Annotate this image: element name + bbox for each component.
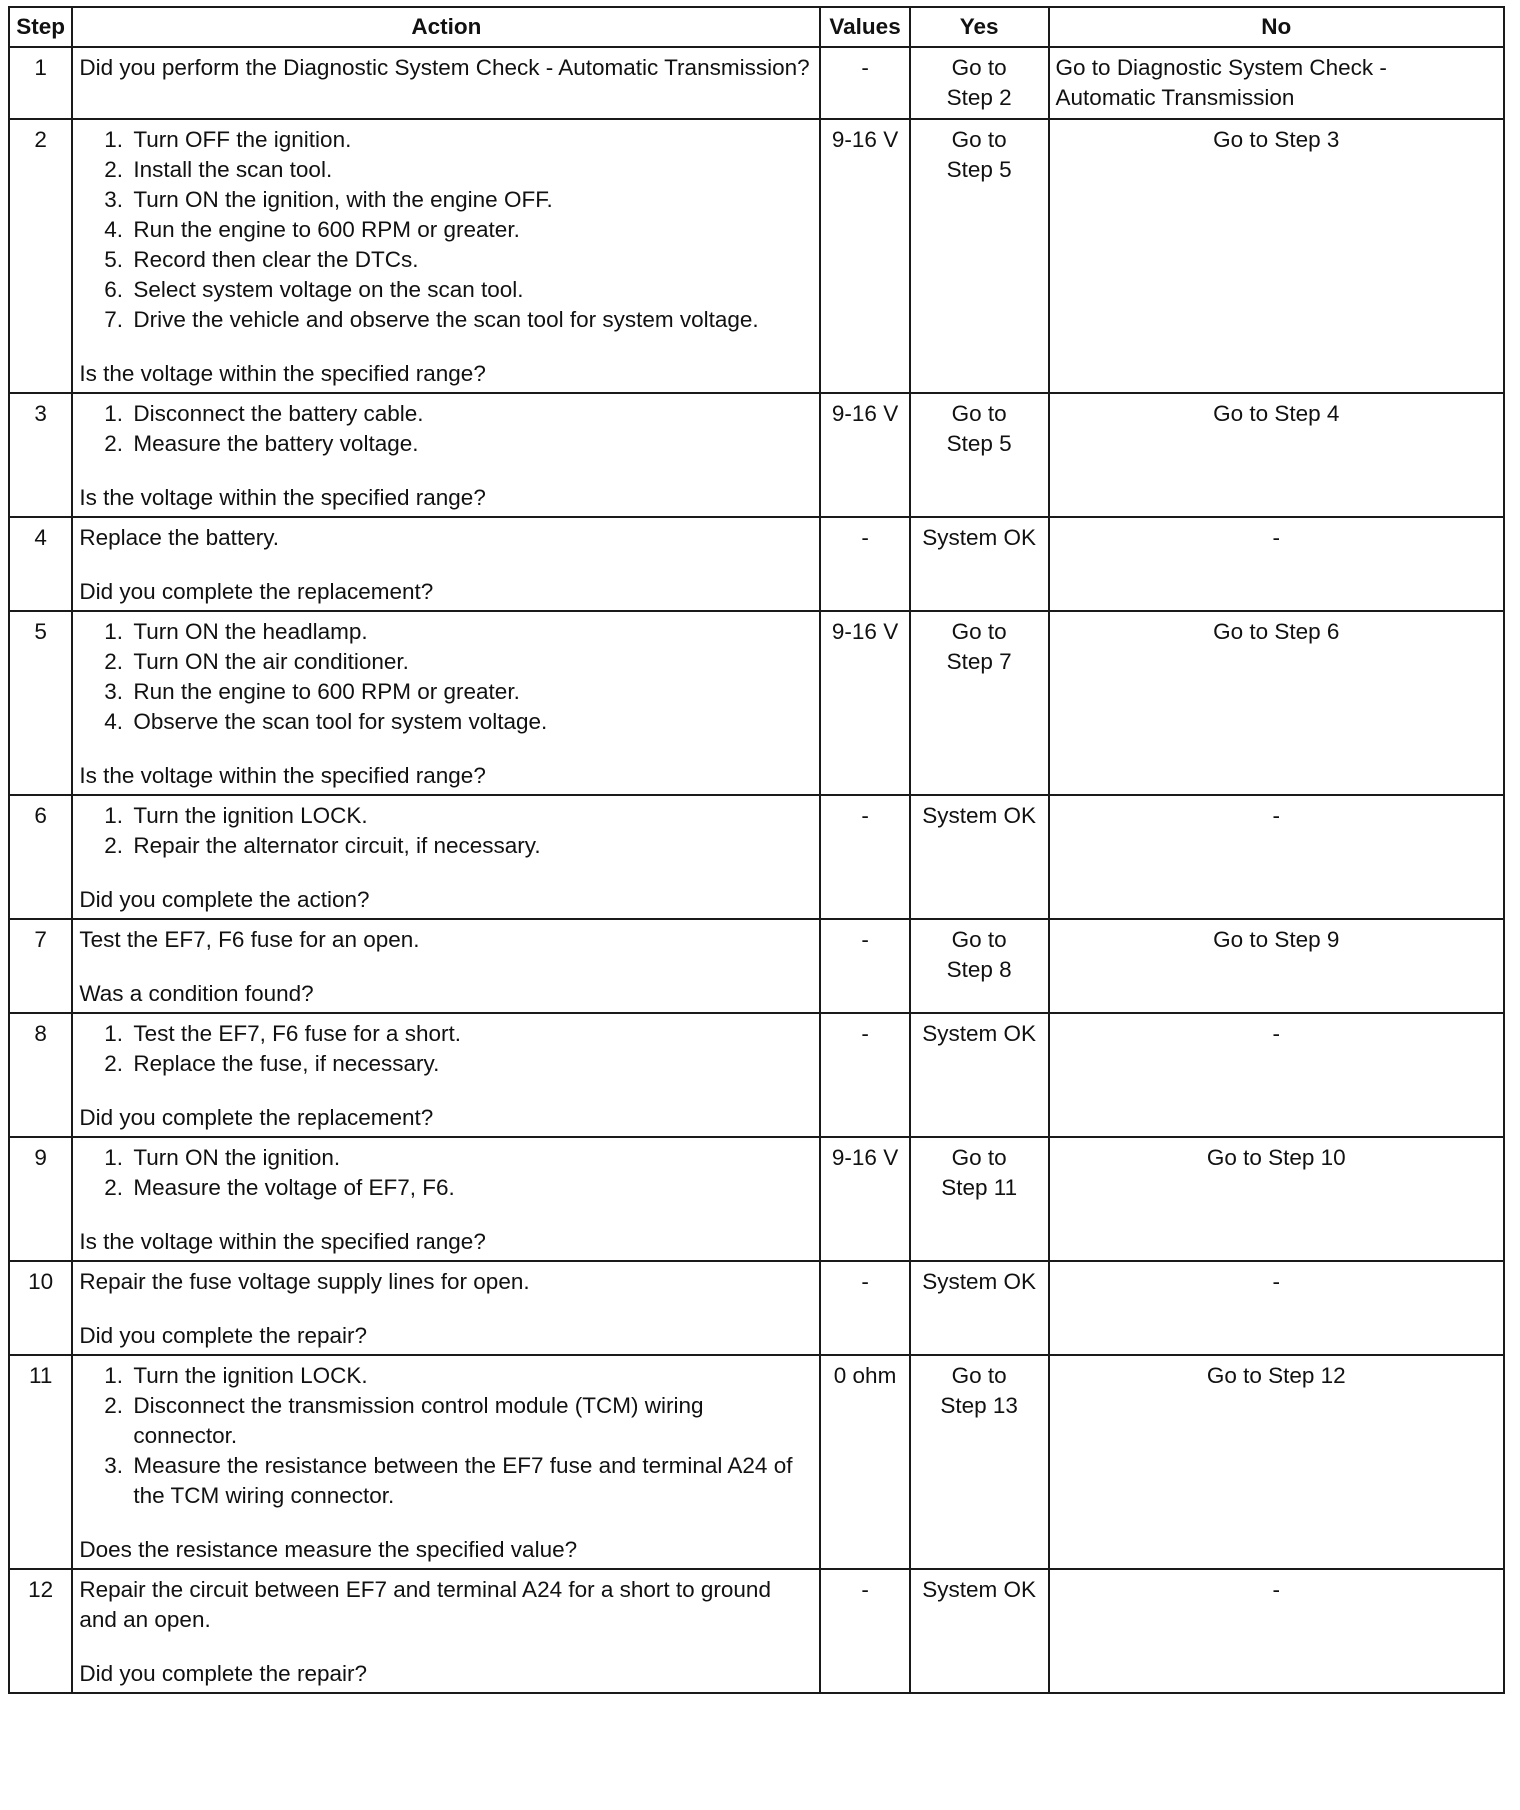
header-yes: Yes xyxy=(910,7,1049,47)
action-steps xyxy=(79,1143,813,1203)
no-line: - xyxy=(1272,803,1281,828)
action-question: Does the resistance measure the specified value? xyxy=(79,1537,578,1562)
no-cell xyxy=(1049,1013,1504,1137)
values-cell: 9-16 V xyxy=(820,119,909,393)
values-cell: - xyxy=(820,795,909,919)
action-cell xyxy=(72,919,820,1013)
action-step: 1. Turn ON the ignition. xyxy=(129,1143,813,1173)
action-step: 6. Select system voltage on the scan tool. xyxy=(129,275,813,305)
no-line: Go to Step 6 xyxy=(1213,619,1340,644)
action-question: Is the voltage within the specified range? xyxy=(79,485,486,510)
action-step: 2. Turn ON the air conditioner. xyxy=(129,647,813,677)
header-values: Values xyxy=(820,7,909,47)
action-text: Test the EF7, F6 fuse for an open. xyxy=(79,927,420,952)
values-cell: - xyxy=(820,1013,909,1137)
yes-line: Go to xyxy=(951,1145,1007,1170)
no-line: Go to Step 12 xyxy=(1206,1363,1346,1388)
action-step: 5. Record then clear the DTCs. xyxy=(129,245,813,275)
action-text: Repair the circuit between EF7 and terminal A24 for a short to ground and an open. xyxy=(79,1577,771,1632)
yes-cell xyxy=(910,1569,1049,1693)
no-line: - xyxy=(1272,1577,1281,1602)
table-row xyxy=(9,611,1504,795)
header-action: Action xyxy=(72,7,820,47)
table-row xyxy=(9,119,1504,393)
action-step: 1. Test the EF7, F6 fuse for a short. xyxy=(129,1019,813,1049)
yes-cell xyxy=(910,795,1049,919)
table-row xyxy=(9,47,1504,119)
action-step: 2. Measure the battery voltage. xyxy=(129,429,813,459)
action-question: Did you complete the repair? xyxy=(79,1323,367,1348)
action-question: Did you complete the action? xyxy=(79,887,370,912)
table-row xyxy=(9,919,1504,1013)
yes-line: System OK xyxy=(922,1269,1037,1294)
step-number: 6 xyxy=(9,795,72,919)
action-question: Is the voltage within the specified range? xyxy=(79,361,486,386)
action-step: 2. Measure the voltage of EF7, F6. xyxy=(129,1173,813,1203)
values-cell: 0 ohm xyxy=(820,1355,909,1569)
action-step: 1. Turn ON the headlamp. xyxy=(129,617,813,647)
yes-line: Go to xyxy=(951,127,1007,152)
action-step: 3. Run the engine to 600 RPM or greater. xyxy=(129,677,813,707)
action-step: 2. Replace the fuse, if necessary. xyxy=(129,1049,813,1079)
table-row xyxy=(9,393,1504,517)
step-number: 9 xyxy=(9,1137,72,1261)
action-question: Did you complete the replacement? xyxy=(79,1105,434,1130)
action-step: 2. Install the scan tool. xyxy=(129,155,813,185)
action-cell xyxy=(72,795,820,919)
table-row xyxy=(9,795,1504,919)
yes-line: Go to xyxy=(951,927,1007,952)
table-body xyxy=(9,47,1504,1693)
values-cell: - xyxy=(820,1261,909,1355)
action-cell xyxy=(72,393,820,517)
action-question: Was a condition found? xyxy=(79,981,314,1006)
table-row xyxy=(9,1355,1504,1569)
yes-line: Step 8 xyxy=(946,957,1012,982)
header-step: Step xyxy=(9,7,72,47)
step-number: 11 xyxy=(9,1355,72,1569)
action-step: 2. Disconnect the transmission control module (TCM) wiring connector. xyxy=(129,1391,813,1451)
action-cell xyxy=(72,1137,820,1261)
action-step: 3. Turn ON the ignition, with the engine OFF. xyxy=(129,185,813,215)
header-row xyxy=(9,7,1504,47)
action-cell xyxy=(72,1569,820,1693)
yes-cell xyxy=(910,517,1049,611)
yes-line: Go to xyxy=(951,1363,1007,1388)
step-number: 2 xyxy=(9,119,72,393)
no-cell xyxy=(1049,1261,1504,1355)
yes-line: System OK xyxy=(922,803,1037,828)
values-cell: 9-16 V xyxy=(820,393,909,517)
step-number: 4 xyxy=(9,517,72,611)
values-cell: - xyxy=(820,919,909,1013)
no-cell xyxy=(1049,1569,1504,1693)
table-row xyxy=(9,1013,1504,1137)
no-cell xyxy=(1049,393,1504,517)
values-cell: - xyxy=(820,47,909,119)
yes-line: System OK xyxy=(922,1577,1037,1602)
no-cell xyxy=(1049,1137,1504,1261)
action-steps xyxy=(79,801,813,861)
action-question: Is the voltage within the specified range? xyxy=(79,1229,486,1254)
yes-line: Step 13 xyxy=(940,1393,1018,1418)
no-cell xyxy=(1049,517,1504,611)
no-line: Go to Step 10 xyxy=(1206,1145,1346,1170)
action-step: 1. Disconnect the battery cable. xyxy=(129,399,813,429)
yes-line: Step 7 xyxy=(946,649,1012,674)
action-step: 1. Turn the ignition LOCK. xyxy=(129,1361,813,1391)
action-question: Did you complete the repair? xyxy=(79,1661,367,1686)
no-line: Go to Step 9 xyxy=(1213,927,1340,952)
yes-cell xyxy=(910,611,1049,795)
no-cell xyxy=(1049,795,1504,919)
step-number: 8 xyxy=(9,1013,72,1137)
action-cell xyxy=(72,517,820,611)
table-row xyxy=(9,1137,1504,1261)
action-question: Is the voltage within the specified range? xyxy=(79,763,486,788)
no-cell xyxy=(1049,1355,1504,1569)
action-steps xyxy=(79,1361,813,1511)
step-number: 10 xyxy=(9,1261,72,1355)
action-step: 1. Turn the ignition LOCK. xyxy=(129,801,813,831)
action-steps xyxy=(79,1019,813,1079)
action-cell xyxy=(72,119,820,393)
action-step: 3. Measure the resistance between the EF7 fuse and terminal A24 of the TCM wiring connector. xyxy=(129,1451,813,1511)
values-cell: 9-16 V xyxy=(820,1137,909,1261)
yes-line: Go to xyxy=(951,401,1007,426)
no-cell xyxy=(1049,611,1504,795)
no-cell xyxy=(1049,919,1504,1013)
action-cell xyxy=(72,1013,820,1137)
action-step: 7. Drive the vehicle and observe the scan tool for system voltage. xyxy=(129,305,813,335)
yes-line: Step 5 xyxy=(946,157,1012,182)
yes-cell xyxy=(910,1137,1049,1261)
action-steps xyxy=(79,617,813,737)
no-line: Go to Diagnostic System Check - xyxy=(1055,55,1387,80)
yes-cell xyxy=(910,47,1049,119)
step-number: 5 xyxy=(9,611,72,795)
action-cell xyxy=(72,611,820,795)
action-cell xyxy=(72,47,820,119)
action-text: Repair the fuse voltage supply lines for open. xyxy=(79,1269,530,1294)
action-step: 4. Run the engine to 600 RPM or greater. xyxy=(129,215,813,245)
yes-line: Step 11 xyxy=(941,1175,1018,1200)
yes-cell xyxy=(910,393,1049,517)
diagnostic-table xyxy=(8,6,1505,1694)
no-line: - xyxy=(1272,525,1281,550)
no-cell xyxy=(1049,119,1504,393)
yes-line: Step 5 xyxy=(946,431,1012,456)
action-cell xyxy=(72,1261,820,1355)
step-number: 7 xyxy=(9,919,72,1013)
no-line: - xyxy=(1272,1269,1281,1294)
no-cell xyxy=(1049,47,1504,119)
action-text: Did you perform the Diagnostic System Check - Automatic Transmission? xyxy=(79,55,810,80)
yes-line: System OK xyxy=(922,1021,1037,1046)
yes-cell xyxy=(910,1013,1049,1137)
action-step: 1. Turn OFF the ignition. xyxy=(129,125,813,155)
yes-cell xyxy=(910,1261,1049,1355)
step-number: 1 xyxy=(9,47,72,119)
table-row xyxy=(9,1261,1504,1355)
action-steps xyxy=(79,125,813,335)
action-step: 4. Observe the scan tool for system voltage. xyxy=(129,707,813,737)
yes-cell xyxy=(910,919,1049,1013)
table-row xyxy=(9,517,1504,611)
no-line: Go to Step 4 xyxy=(1213,401,1340,426)
values-cell: 9-16 V xyxy=(820,611,909,795)
step-number: 3 xyxy=(9,393,72,517)
table-row xyxy=(9,1569,1504,1693)
action-question: Did you complete the replacement? xyxy=(79,579,434,604)
values-cell: - xyxy=(820,1569,909,1693)
yes-cell xyxy=(910,1355,1049,1569)
no-line: - xyxy=(1272,1021,1281,1046)
yes-line: Go to xyxy=(951,55,1007,80)
action-cell xyxy=(72,1355,820,1569)
yes-cell xyxy=(910,119,1049,393)
values-cell: - xyxy=(820,517,909,611)
action-text: Replace the battery. xyxy=(79,525,280,550)
yes-line: Go to xyxy=(951,619,1007,644)
yes-line: Step 2 xyxy=(946,85,1012,110)
no-line: Automatic Transmission xyxy=(1055,85,1295,110)
header-no: No xyxy=(1049,7,1504,47)
step-number: 12 xyxy=(9,1569,72,1693)
yes-line: System OK xyxy=(922,525,1037,550)
action-step: 2. Repair the alternator circuit, if necessary. xyxy=(129,831,813,861)
action-steps xyxy=(79,399,813,459)
no-line: Go to Step 3 xyxy=(1213,127,1340,152)
